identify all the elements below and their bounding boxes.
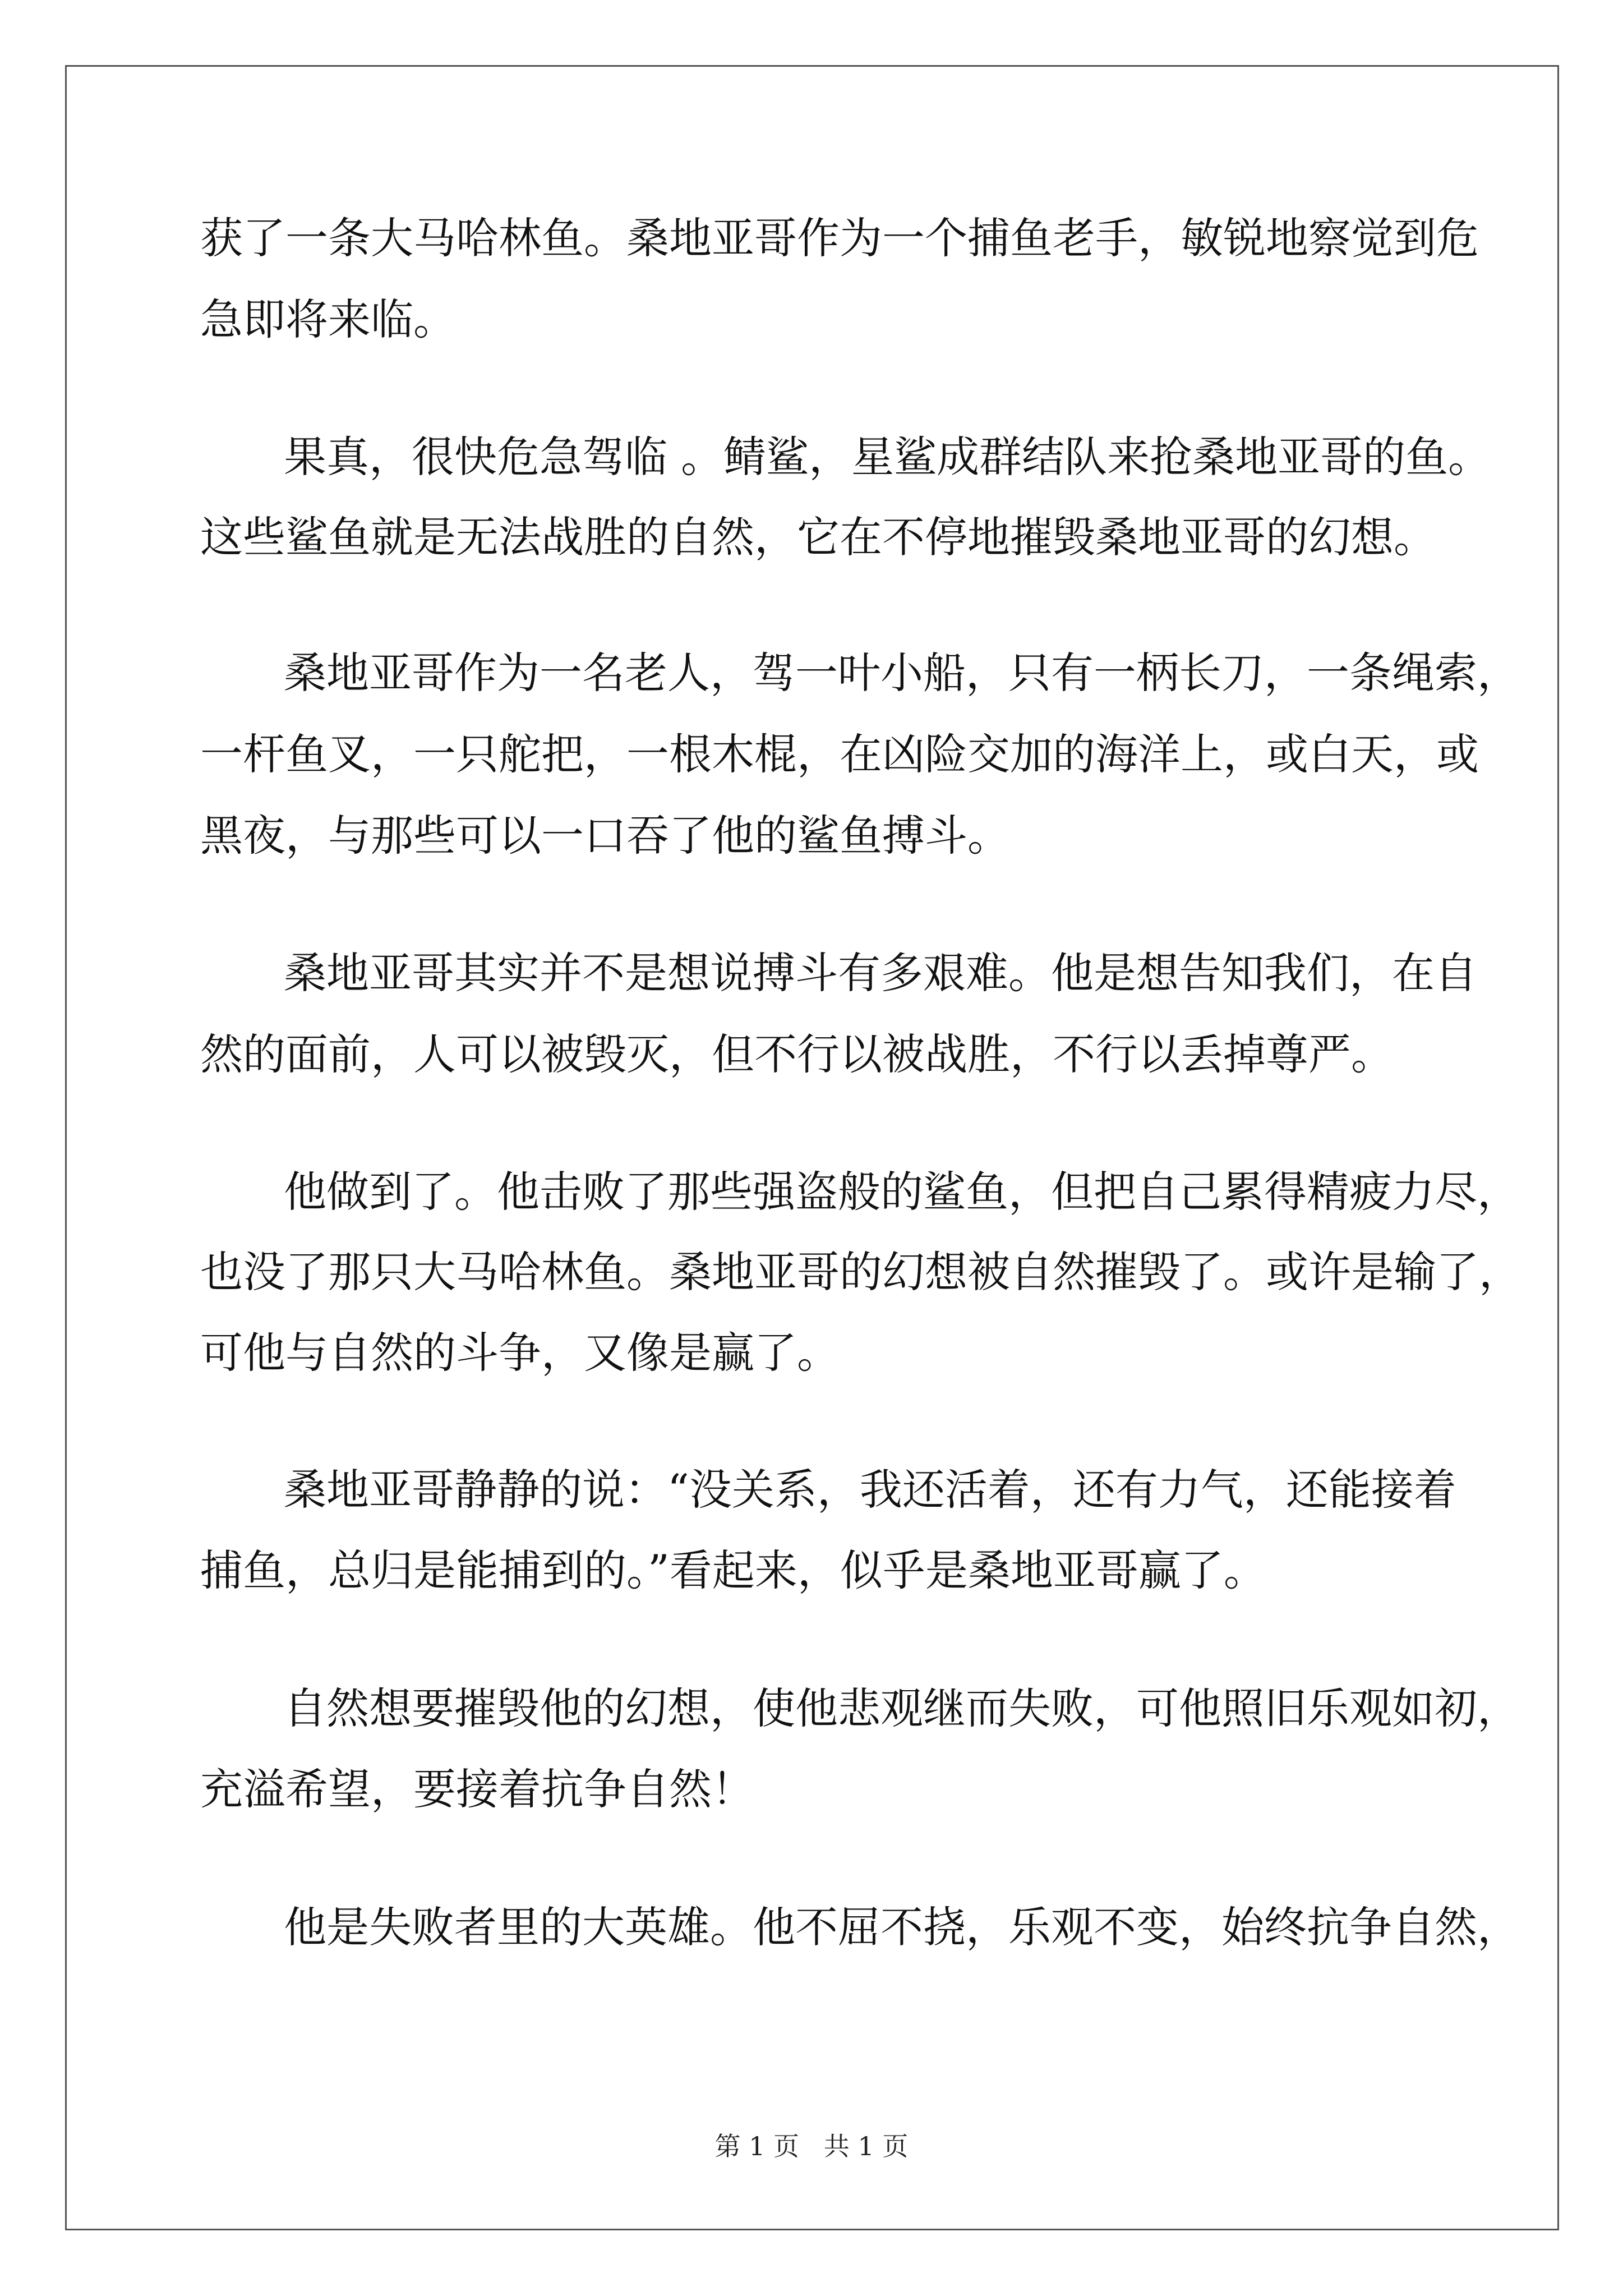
text-line: 他是失败者里的大英雄。他不屈不挠，乐观不变，始终抗争自然，: [284, 1902, 1520, 1952]
text-line: 获了一条大马哈林鱼。桑地亚哥作为一个捕鱼老手，敏锐地察觉到危: [200, 213, 1479, 263]
text-line: 果真，很快危急驾临 。鲭鲨，星鲨成群结队来抢桑地亚哥的鱼。: [284, 432, 1491, 482]
text-line: 捕鱼，总归是能捕到的。”看起来，似乎是桑地亚哥赢了。: [200, 1545, 1266, 1595]
text-line: 黑夜，与那些可以一口吞了他的鲨鱼搏斗。: [200, 811, 1010, 861]
text-line: 桑地亚哥作为一名老人，驾一叶小船，只有一柄长刀，一条绳索，: [284, 648, 1520, 698]
text-line: 桑地亚哥静静的说：“没关系，我还活着，还有力气，还能接着: [284, 1465, 1456, 1515]
text-line: 然的面前，人可以被毁灭，但不行以被战胜，不行以丢掉尊严。: [200, 1029, 1394, 1079]
text-line: 急即将来临。: [200, 295, 456, 344]
page-number: 第 1 页 共 1 页: [714, 2131, 909, 2161]
text-line: 可他与自然的斗争，又像是赢了。: [200, 1328, 840, 1378]
text-line: 充溢希望，要接着抗争自然！: [200, 1764, 754, 1814]
text-line: 一杆鱼叉，一只舵把，一根木棍，在凶险交加的海洋上，或白天，或: [200, 729, 1479, 779]
text-line: 自然想要摧毁他的幻想，使他悲观继而失败，可他照旧乐观如初，: [284, 1683, 1520, 1733]
text-line: 桑地亚哥其实并不是想说搏斗有多艰难。他是想告知我们，在自: [284, 948, 1477, 998]
text-line: 也没了那只大马哈林鱼。桑地亚哥的幻想被自然摧毁了。或许是输了，: [200, 1247, 1521, 1297]
text-line: 这些鲨鱼就是无法战胜的自然，它在不停地摧毁桑地亚哥的幻想。: [200, 512, 1436, 562]
text-line: 他做到了。他击败了那些强盗般的鲨鱼，但把自己累得精疲力尽，: [284, 1167, 1520, 1217]
